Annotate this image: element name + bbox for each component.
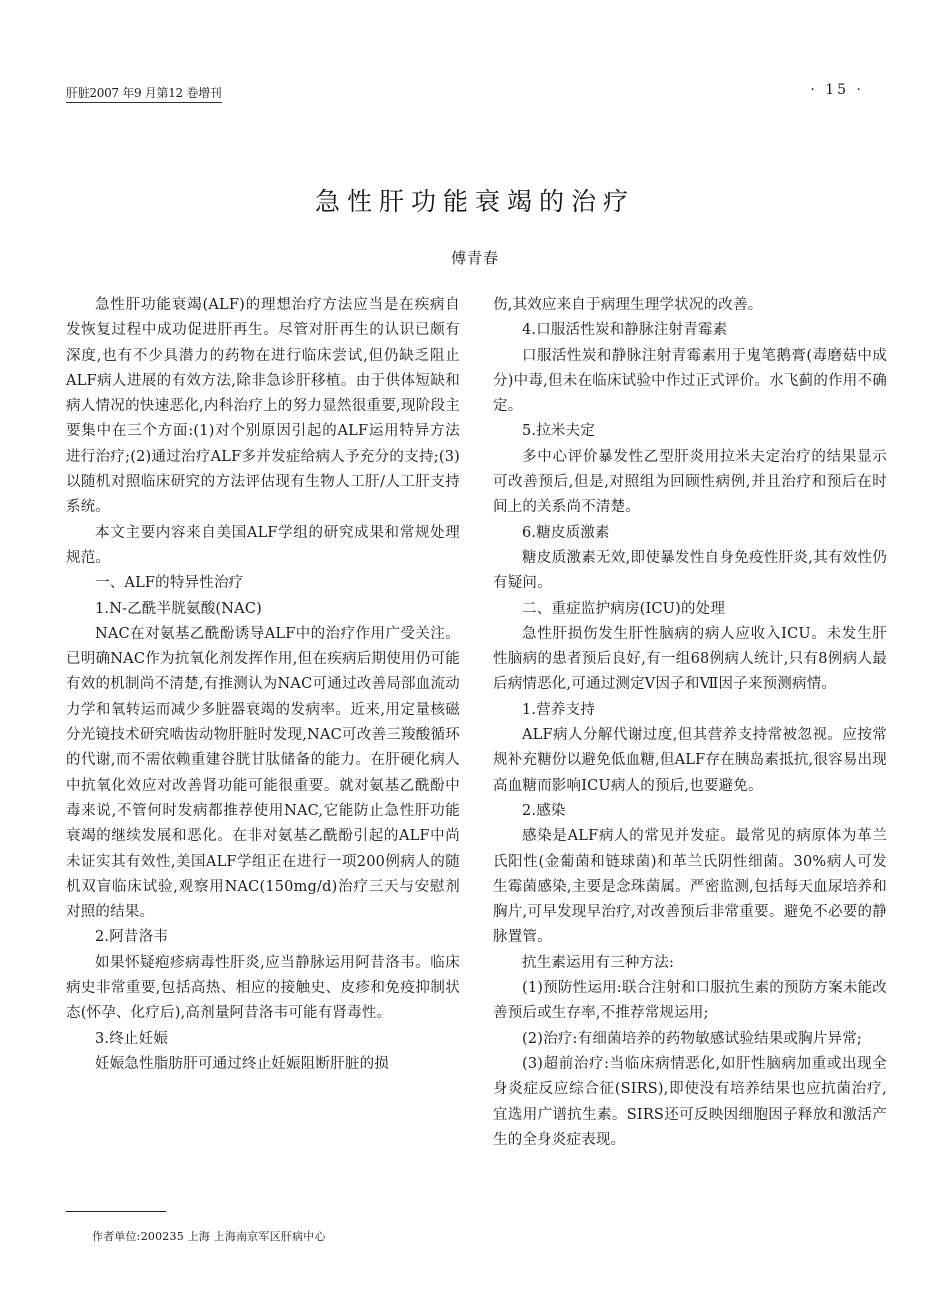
section-heading-icu: 二、重症监护病房(ICU)的处理	[522, 600, 726, 617]
paragraph-lamivudine: 多中心评价暴发性乙型肝炎用拉米夫定治疗的结果显示可改善预后,但是,对照组为回顾性病例,并且治疗和预后在时间上的关系尚不清楚。	[493, 448, 887, 516]
paragraph-acyclovir: 如果怀疑疱疹病毒性肝炎,应当静脉运用阿昔洛韦。临床病史非常重要,包括高热、相应的接触史、皮疹和免疫抑制状态(怀孕、化疗后),高剂量阿昔洛韦可能有肾毒性。	[66, 954, 460, 1022]
journal-header: 肝脏2007 年9 月第12 卷增刊	[66, 84, 222, 103]
paragraph-preemptive: (3)超前治疗:当临床病情恶化,如肝性脑病加重或出现全身炎症反应综合征(SIRS),即使没有培养结果也应抗菌治疗,宜选用广谱抗生素。SIRS还可反映因细胞因子释放和激活产生的全身炎症表现。	[493, 1055, 887, 1148]
section-heading-specific-treatment: 一、ALF的特异性治疗	[95, 575, 244, 592]
paragraph-continued: 伤,其效应来自于病理生理学状况的改善。	[493, 297, 763, 313]
subheading-nutrition: 1.营养支持	[522, 701, 596, 718]
paragraph-terminate-pregnancy: 妊娠急性脂肪肝可通过终止妊娠阻断肝脏的损	[95, 1055, 389, 1072]
paragraph-glucocorticoid: 糖皮质激素无效,即使暴发性自身免疫性肝炎,其有效性仍有疑问。	[493, 549, 887, 592]
paragraph-intro: 急性肝功能衰竭(ALF)的理想治疗方法应当是在疾病自发恢复过程中成功促进肝再生。尽管对肝再生的认识已颇有深度,也有不少具潜力的药物在进行临床尝试,但仍缺乏阻止ALF病人进展的有效方法,除非急诊肝移植。由于供体短缺和病人情况的快速恶化,内科治疗上的努力显然很重要,现阶段主要集中在三个方面:(1)对个别原因引起的ALF运用特异方法进行治疗;(2)通过治疗ALF多并发症给病人予充分的支持;(3)以随机对照临床研究的方法评估现有生物人工肝/人工肝支持系统。	[66, 297, 460, 516]
paragraph-charcoal-penicillin: 口服活性炭和静脉注射青霉素用于鬼笔鹅膏(毒磨菇中成分)中毒,但未在临床试验中作过正式评价。水飞蓟的作用不确定。	[493, 347, 887, 415]
subheading-nac: 1.N-乙酰半胱氨酸(NAC)	[95, 600, 262, 617]
paragraph-antibiotic-methods: 抗生素运用有三种方法:	[522, 954, 675, 971]
subheading-infection: 2.感染	[522, 802, 566, 819]
paragraph-nac: NAC在对氨基乙酰酚诱导ALF中的治疗作用广受关注。已明确NAC作为抗氧化剂发挥作用,但在疾病后期使用仍可能有效的机制尚不清楚,有推测认为NAC可通过改善局部血流动力学和氧转运而减少多脏器衰竭的发病率。近来,用定量核磁分光镜技术研究啮齿动物肝脏时发现,NAC可改善三羧酸循环的代谢,而不需依赖重建谷胱甘肽储备的能力。在肝硬化病人中抗氧化效应对改善肾功能可能很重要。就对氨基乙酰酚中毒来说,不管何时发病都推荐使用NAC,它能防止急性肝功能衰竭的继续发展和恶化。在非对氨基乙酰酚引起的ALF中尚未证实其有效性,美国ALF学组正在进行一项200例病人的随机双盲临床试验,观察用NAC(150mg/d)治疗三天与安慰剂对照的结果。	[66, 625, 460, 921]
left-column	[66, 293, 460, 1077]
right-column	[493, 293, 887, 1153]
paragraph-prophylactic: (1)预防性运用:联合注射和口服抗生素的预防方案未能改善预后或生存率,不推荐常规运用;	[493, 980, 887, 1022]
author-name: 傅青春	[450, 249, 499, 267]
article-title: 急性肝功能衰竭的治疗	[314, 187, 635, 216]
paragraph-nutrition: ALF病人分解代谢过度,但其营养支持常被忽视。应按常规补充糖份以避免低血糖,但ALF存在胰岛素抵抗,很容易出现高血糖而影响ICU病人的预后,也要避免。	[493, 727, 887, 794]
subheading-acyclovir: 2.阿昔洛韦	[95, 929, 169, 946]
subheading-glucocorticoid: 6.糖皮质激素	[522, 524, 610, 541]
author-affiliation-footnote: 作者单位:200235 上海 上海南京军区肝病中心	[92, 1230, 326, 1243]
paragraph-icu: 急性肝损伤发生肝性脑病的病人应收入ICU。未发生肝性脑病的患者预后良好,有一组68例病人统计,只有8例病人最后病情恶化,可通过测定Ⅴ因子和Ⅶ因子来预测病情。	[493, 625, 887, 693]
paragraph-infection: 感染是ALF病人的常见并发症。最常见的病原体为革兰氏阳性(金葡菌和链球菌)和革兰氏阴性细菌。30%病人可发生霉菌感染,主要是念珠菌属。严密监测,包括每天血尿培养和胸片,可早发现早治疗,对改善预后非常重要。避免不必要的静脉置管。	[493, 828, 887, 946]
subheading-charcoal-penicillin: 4.口服活性炭和静脉注射青霉素	[522, 322, 728, 339]
page-number: · 15 ·	[810, 82, 864, 98]
paragraph-source: 本文主要内容来自美国ALF学组的研究成果和常规处理规范。	[66, 524, 460, 566]
paragraph-therapeutic: (2)治疗:有细菌培养的药物敏感试验结果或胸片异常;	[522, 1030, 863, 1047]
footnote-divider	[66, 1211, 166, 1212]
subheading-lamivudine: 5.拉米夫定	[522, 423, 596, 440]
subheading-terminate-pregnancy: 3.终止妊娠	[95, 1030, 169, 1047]
